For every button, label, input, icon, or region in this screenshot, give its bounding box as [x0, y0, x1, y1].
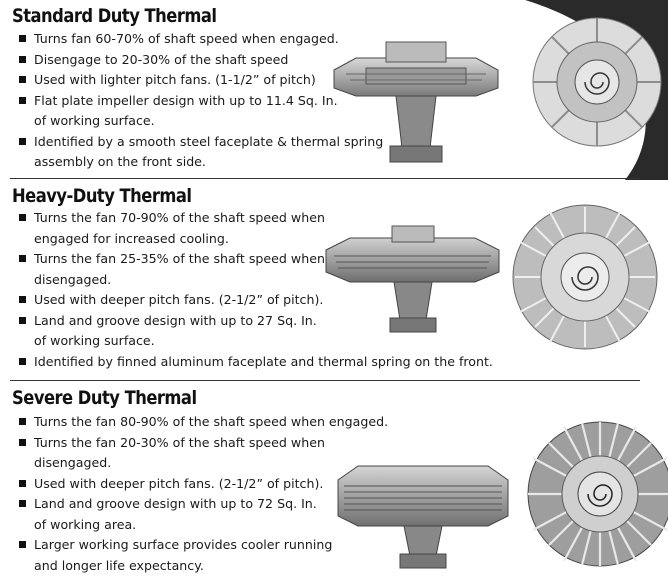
section-title: Standard Duty Thermal: [12, 5, 217, 27]
list-item: Used with deeper pitch fans. (2-1/2” of pitch).: [16, 474, 388, 495]
list-item: Disengage to 20-30% of the shaft speed: [16, 50, 383, 71]
list-item: Turns the fan 80-90% of the shaft speed when engaged.: [16, 412, 388, 433]
list-item: Turns fan 60-70% of shaft speed when engaged.: [16, 29, 383, 50]
fan-clutch-photo: [524, 418, 668, 568]
list-item: Land and groove design with up to 27 Sq. In. of working surface.: [16, 311, 493, 352]
list-item: Used with deeper pitch fans. (2-1/2” of pitch).: [16, 290, 493, 311]
section-title: Heavy-Duty Thermal: [12, 185, 192, 207]
section-standard-duty: [0, 0, 668, 180]
section-divider: [10, 380, 640, 381]
fan-clutch-cross-section-image: [334, 460, 512, 570]
list-item: Turns the fan 20-30% of the shaft speed when disengaged.: [16, 433, 388, 474]
section-heavy-duty: [0, 180, 668, 380]
list-item: Identified by a smooth steel faceplate & thermal spring assembly on the front side.: [16, 132, 383, 173]
fan-clutch-photo: [510, 202, 660, 352]
list-item: Turns the fan 70-90% of the shaft speed when engaged for increased cooling.: [16, 208, 493, 249]
fan-clutch-photo: [505, 0, 668, 180]
list-item: Identified by finned aluminum faceplate and thermal spring on the front.: [16, 352, 493, 373]
fan-clutch-cross-section-image: [326, 28, 506, 168]
list-item: Larger working surface provides cooler running and longer life expectancy.: [16, 535, 388, 576]
section-title: Severe Duty Thermal: [12, 387, 197, 409]
section-divider: [10, 178, 640, 179]
list-item: Flat plate impeller design with up to 11.4 Sq. In. of working surface.: [16, 91, 383, 132]
fan-clutch-cross-section-image: [320, 222, 505, 334]
list-item: Used with lighter pitch fans. (1-1/2” of pitch): [16, 70, 383, 91]
section-severe-duty: [0, 382, 668, 574]
list-item: Turns the fan 25-35% of the shaft speed when disengaged.: [16, 249, 493, 290]
list-item: Land and groove design with up to 72 Sq. In. of working area.: [16, 494, 388, 535]
bullet-list: [16, 412, 388, 576]
